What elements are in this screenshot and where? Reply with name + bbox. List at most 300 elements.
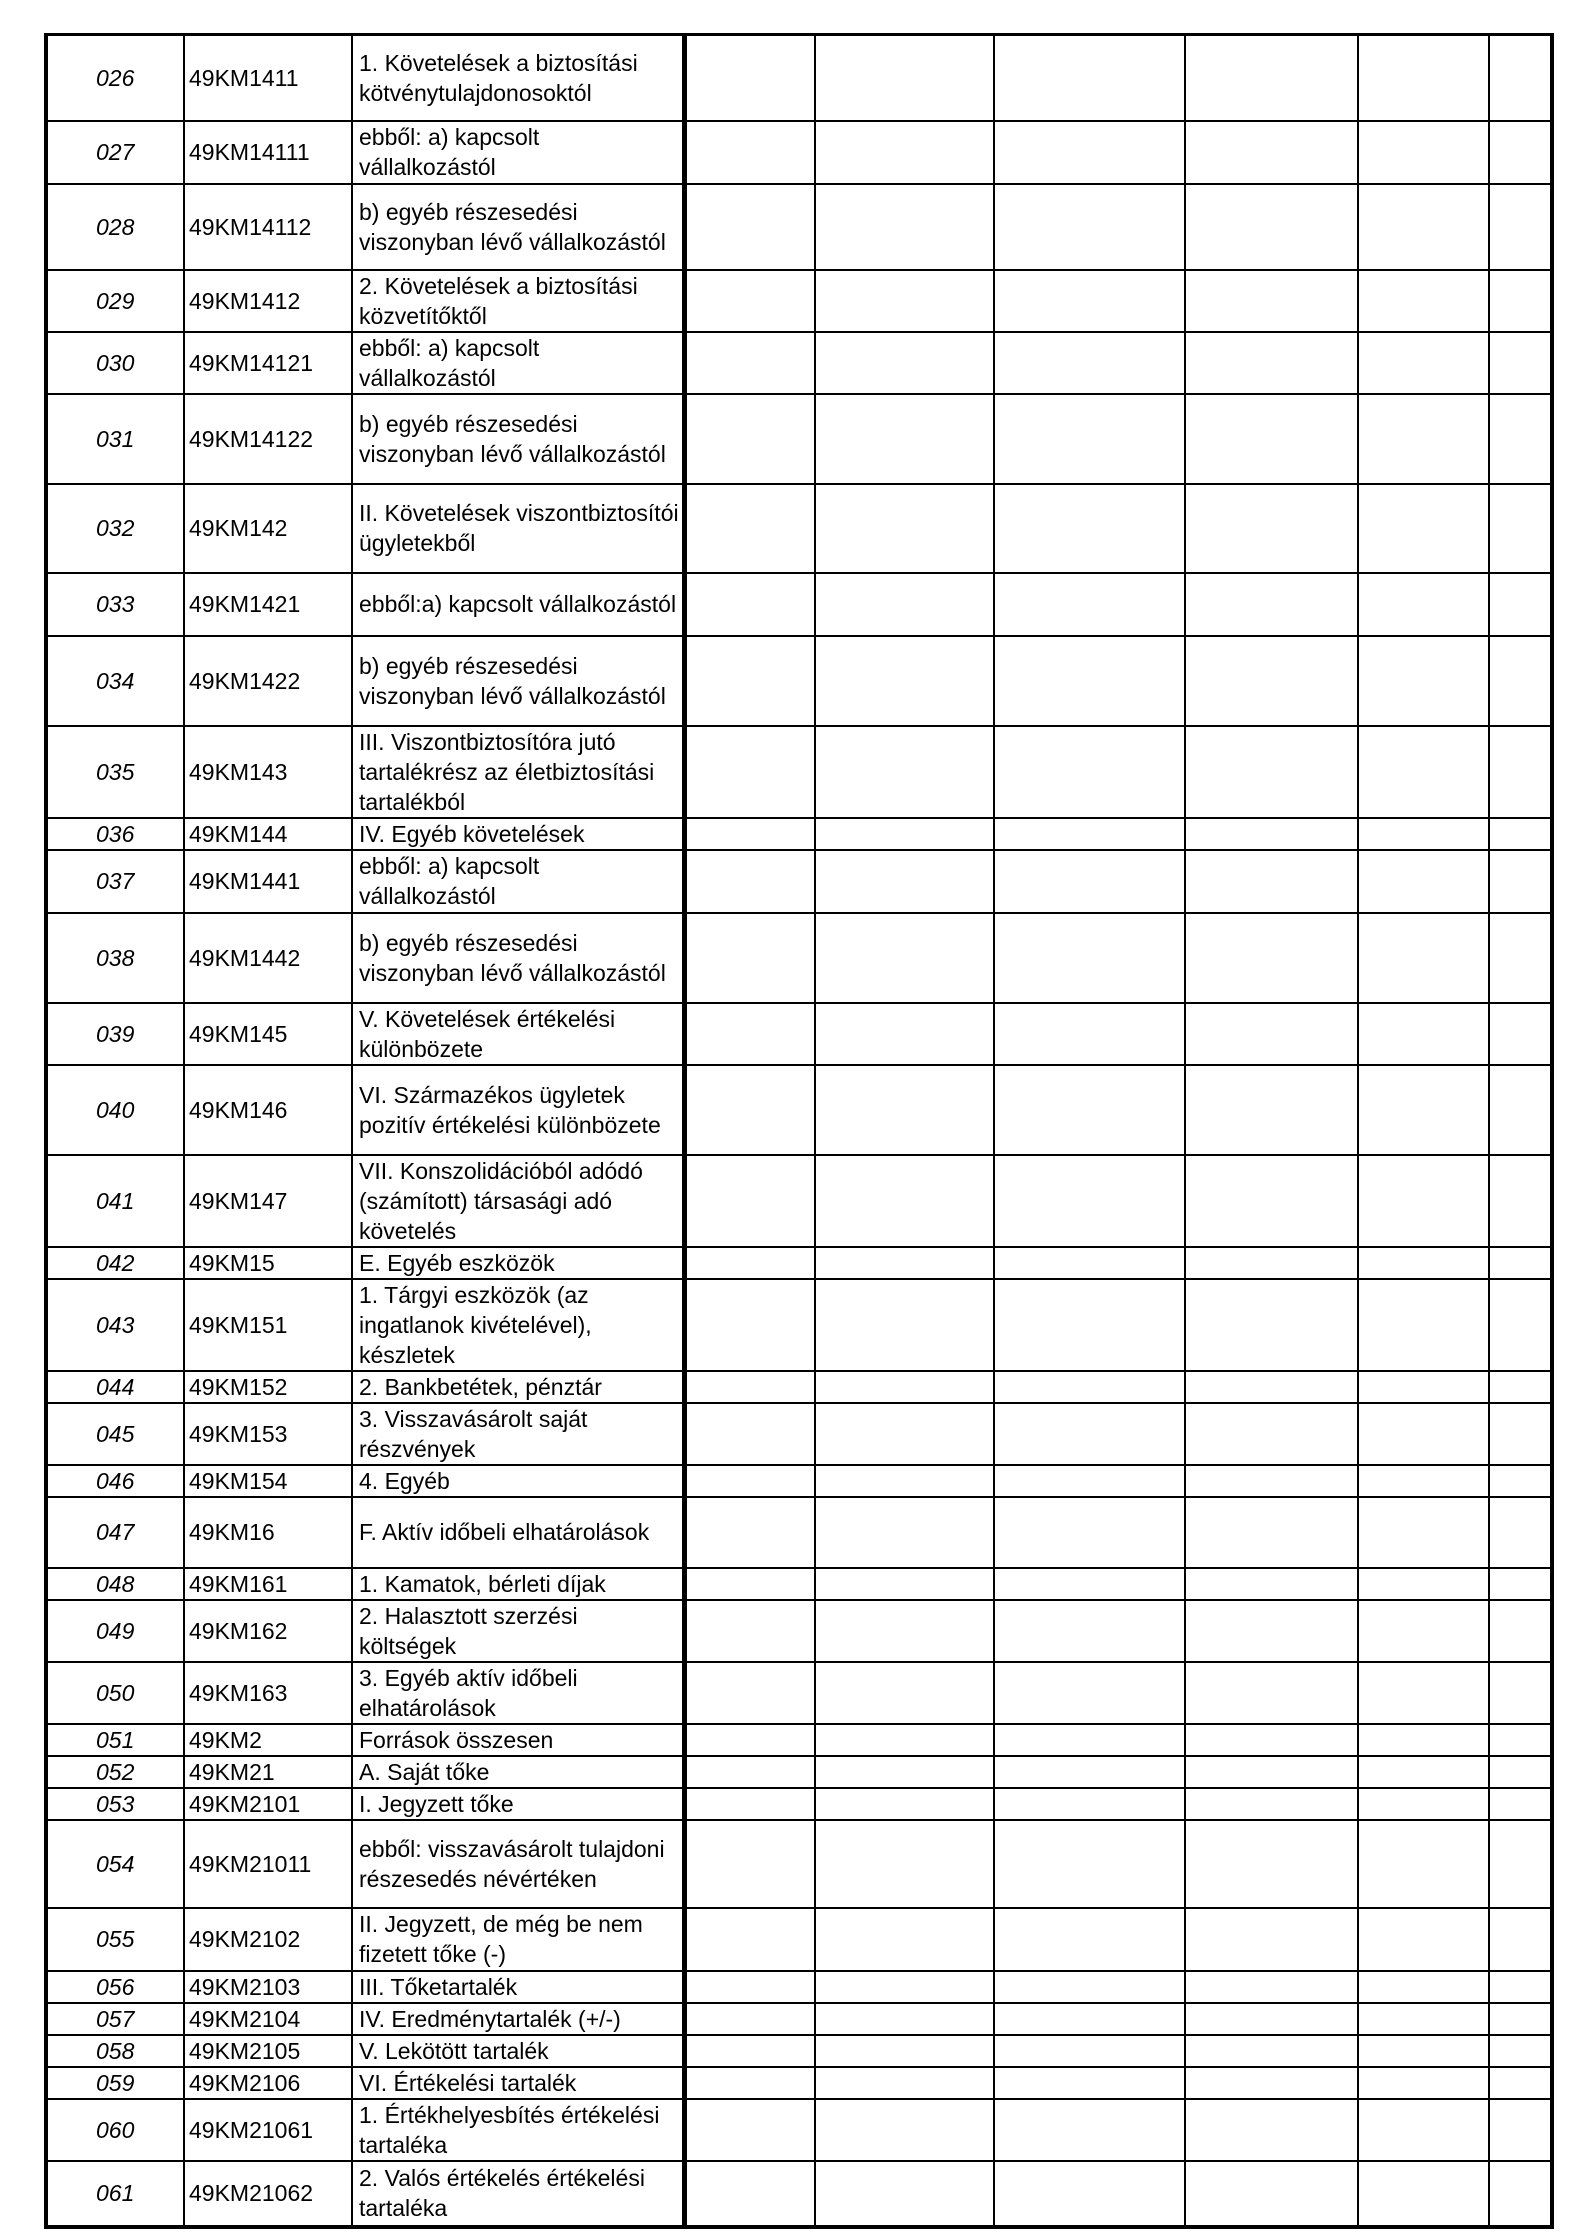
- value-cell: [815, 1724, 994, 1756]
- value-cell: [1489, 184, 1552, 270]
- row-label-cell: 3. Visszavásárolt saját részvények: [352, 1403, 684, 1465]
- row-code-cell: 49KM1421: [184, 573, 352, 636]
- value-cell: [1489, 726, 1552, 818]
- row-code-cell: 49KM144: [184, 818, 352, 850]
- value-cell: [1358, 1908, 1489, 1971]
- value-cell: [994, 1065, 1185, 1155]
- row-number-cell: 028: [46, 184, 184, 270]
- value-cell: [1185, 1465, 1358, 1497]
- value-cell: [1185, 1247, 1358, 1279]
- value-cell: [815, 1788, 994, 1820]
- row-code-cell: 49KM1411: [184, 35, 352, 121]
- value-cell: [684, 1820, 815, 1908]
- row-number-cell: 060: [46, 2099, 184, 2161]
- value-cell: [684, 1497, 815, 1568]
- value-cell: [1489, 2099, 1552, 2161]
- value-cell: [684, 2099, 815, 2161]
- value-cell: [1358, 184, 1489, 270]
- value-cell: [1358, 2099, 1489, 2161]
- value-cell: [684, 1662, 815, 1724]
- value-cell: [994, 1279, 1185, 1371]
- table-row: [46, 1971, 1552, 2003]
- balance-sheet-table: [44, 33, 1554, 2229]
- value-cell: [1489, 1788, 1552, 1820]
- row-label-cell: b) egyéb részesedési viszonyban lévő vállalkozástól: [352, 184, 684, 270]
- row-label-cell: III. Tőketartalék: [352, 1971, 684, 2003]
- value-cell: [1358, 1600, 1489, 1662]
- value-cell: [1489, 818, 1552, 850]
- table-row: [46, 1756, 1552, 1788]
- value-cell: [1489, 2035, 1552, 2067]
- table-row: [46, 2099, 1552, 2161]
- row-code-cell: 49KM161: [184, 1568, 352, 1600]
- value-cell: [994, 1788, 1185, 1820]
- value-cell: [684, 1724, 815, 1756]
- value-cell: [1358, 1820, 1489, 1908]
- value-cell: [1358, 1568, 1489, 1600]
- table-row: [46, 184, 1552, 270]
- value-cell: [1489, 1003, 1552, 1065]
- value-cell: [684, 1568, 815, 1600]
- row-code-cell: 49KM21: [184, 1756, 352, 1788]
- table-row: [46, 1065, 1552, 1155]
- value-cell: [1185, 1568, 1358, 1600]
- row-code-cell: 49KM2104: [184, 2003, 352, 2035]
- value-cell: [684, 1600, 815, 1662]
- row-label-cell: 2. Valós értékelés értékelési tartaléka: [352, 2161, 684, 2227]
- value-cell: [684, 1971, 815, 2003]
- value-cell: [1185, 1908, 1358, 1971]
- value-cell: [1358, 1971, 1489, 2003]
- row-number-cell: 037: [46, 850, 184, 913]
- value-cell: [1489, 332, 1552, 394]
- value-cell: [994, 573, 1185, 636]
- value-cell: [684, 726, 815, 818]
- value-cell: [1358, 2003, 1489, 2035]
- value-cell: [1358, 1756, 1489, 1788]
- value-cell: [1185, 1497, 1358, 1568]
- row-number-cell: 035: [46, 726, 184, 818]
- value-cell: [684, 332, 815, 394]
- row-number-cell: 040: [46, 1065, 184, 1155]
- value-cell: [815, 270, 994, 332]
- value-cell: [1185, 1600, 1358, 1662]
- row-number-cell: 027: [46, 121, 184, 184]
- value-cell: [815, 2099, 994, 2161]
- row-number-cell: 057: [46, 2003, 184, 2035]
- table-row: [46, 1371, 1552, 1403]
- value-cell: [1489, 850, 1552, 913]
- value-cell: [994, 913, 1185, 1003]
- row-number-cell: 055: [46, 1908, 184, 1971]
- value-cell: [684, 2067, 815, 2099]
- value-cell: [1185, 332, 1358, 394]
- table-row: [46, 332, 1552, 394]
- value-cell: [994, 484, 1185, 573]
- row-code-cell: 49KM2102: [184, 1908, 352, 1971]
- value-cell: [1358, 1003, 1489, 1065]
- table-body: [46, 35, 1552, 2227]
- table-row: [46, 2067, 1552, 2099]
- value-cell: [994, 1465, 1185, 1497]
- value-cell: [815, 913, 994, 1003]
- value-cell: [994, 1600, 1185, 1662]
- row-code-cell: 49KM14111: [184, 121, 352, 184]
- table-row: [46, 850, 1552, 913]
- table-row: [46, 2035, 1552, 2067]
- value-cell: [1489, 636, 1552, 726]
- value-cell: [1358, 270, 1489, 332]
- value-cell: [684, 1065, 815, 1155]
- value-cell: [1358, 913, 1489, 1003]
- table-row: [46, 726, 1552, 818]
- row-label-cell: b) egyéb részesedési viszonyban lévő vállalkozástól: [352, 636, 684, 726]
- row-number-cell: 026: [46, 35, 184, 121]
- row-label-cell: 1. Követelések a biztosítási kötvénytulajdonosoktól: [352, 35, 684, 121]
- value-cell: [1185, 484, 1358, 573]
- value-cell: [1489, 1371, 1552, 1403]
- value-cell: [1185, 184, 1358, 270]
- value-cell: [1489, 484, 1552, 573]
- row-code-cell: 49KM2101: [184, 1788, 352, 1820]
- row-code-cell: 49KM163: [184, 1662, 352, 1724]
- table-row: [46, 913, 1552, 1003]
- row-number-cell: 058: [46, 2035, 184, 2067]
- value-cell: [815, 121, 994, 184]
- value-cell: [994, 2003, 1185, 2035]
- row-code-cell: 49KM1422: [184, 636, 352, 726]
- row-label-cell: 1. Értékhelyesbítés értékelési tartaléka: [352, 2099, 684, 2161]
- value-cell: [815, 2035, 994, 2067]
- row-number-cell: 061: [46, 2161, 184, 2227]
- value-cell: [815, 2003, 994, 2035]
- row-label-cell: ebből: a) kapcsolt vállalkozástól: [352, 121, 684, 184]
- row-label-cell: 1. Tárgyi eszközök (az ingatlanok kivételével), készletek: [352, 1279, 684, 1371]
- value-cell: [815, 573, 994, 636]
- value-cell: [684, 850, 815, 913]
- row-number-cell: 046: [46, 1465, 184, 1497]
- table-row: [46, 1600, 1552, 1662]
- row-label-cell: ebből: a) kapcsolt vállalkozástól: [352, 850, 684, 913]
- row-label-cell: 1. Kamatok, bérleti díjak: [352, 1568, 684, 1600]
- row-number-cell: 051: [46, 1724, 184, 1756]
- value-cell: [1185, 726, 1358, 818]
- value-cell: [1489, 35, 1552, 121]
- value-cell: [1358, 394, 1489, 484]
- value-cell: [994, 2161, 1185, 2227]
- value-cell: [684, 1371, 815, 1403]
- row-number-cell: 042: [46, 1247, 184, 1279]
- table-row: [46, 1820, 1552, 1908]
- table-row: [46, 1908, 1552, 1971]
- value-cell: [684, 2003, 815, 2035]
- row-number-cell: 039: [46, 1003, 184, 1065]
- value-cell: [1489, 1155, 1552, 1247]
- table-row: [46, 573, 1552, 636]
- value-cell: [1489, 270, 1552, 332]
- value-cell: [1358, 484, 1489, 573]
- table-row: [46, 121, 1552, 184]
- value-cell: [1358, 850, 1489, 913]
- value-cell: [1358, 35, 1489, 121]
- value-cell: [1185, 2099, 1358, 2161]
- value-cell: [994, 1247, 1185, 1279]
- row-label-cell: 2. Halasztott szerzési költségek: [352, 1600, 684, 1662]
- value-cell: [1489, 1465, 1552, 1497]
- row-code-cell: 49KM1442: [184, 913, 352, 1003]
- value-cell: [684, 1155, 815, 1247]
- value-cell: [1489, 1908, 1552, 1971]
- row-code-cell: 49KM151: [184, 1279, 352, 1371]
- value-cell: [1185, 1403, 1358, 1465]
- value-cell: [684, 1756, 815, 1788]
- value-cell: [815, 1971, 994, 2003]
- value-cell: [1185, 1065, 1358, 1155]
- value-cell: [1185, 573, 1358, 636]
- table-row: [46, 1568, 1552, 1600]
- row-label-cell: IV. Egyéb követelések: [352, 818, 684, 850]
- row-label-cell: 2. Bankbetétek, pénztár: [352, 1371, 684, 1403]
- value-cell: [815, 1662, 994, 1724]
- value-cell: [1358, 2067, 1489, 2099]
- value-cell: [1489, 2003, 1552, 2035]
- value-cell: [1358, 1465, 1489, 1497]
- value-cell: [1185, 1788, 1358, 1820]
- value-cell: [815, 1756, 994, 1788]
- value-cell: [815, 818, 994, 850]
- table-row: [46, 2161, 1552, 2227]
- value-cell: [815, 484, 994, 573]
- value-cell: [1185, 2003, 1358, 2035]
- value-cell: [1185, 913, 1358, 1003]
- value-cell: [1358, 1403, 1489, 1465]
- row-number-cell: 048: [46, 1568, 184, 1600]
- value-cell: [684, 1247, 815, 1279]
- value-cell: [1358, 1155, 1489, 1247]
- value-cell: [815, 636, 994, 726]
- value-cell: [1185, 1155, 1358, 1247]
- row-code-cell: 49KM14121: [184, 332, 352, 394]
- row-number-cell: 031: [46, 394, 184, 484]
- value-cell: [815, 1908, 994, 1971]
- value-cell: [1489, 573, 1552, 636]
- value-cell: [1358, 1497, 1489, 1568]
- value-cell: [994, 332, 1185, 394]
- value-cell: [815, 1279, 994, 1371]
- value-cell: [684, 1788, 815, 1820]
- value-cell: [994, 1662, 1185, 1724]
- value-cell: [1185, 270, 1358, 332]
- value-cell: [684, 2161, 815, 2227]
- value-cell: [1185, 1820, 1358, 1908]
- value-cell: [994, 1568, 1185, 1600]
- value-cell: [1489, 2067, 1552, 2099]
- row-number-cell: 056: [46, 1971, 184, 2003]
- row-code-cell: 49KM154: [184, 1465, 352, 1497]
- value-cell: [994, 2035, 1185, 2067]
- value-cell: [1185, 2067, 1358, 2099]
- value-cell: [684, 1403, 815, 1465]
- value-cell: [815, 850, 994, 913]
- row-code-cell: 49KM152: [184, 1371, 352, 1403]
- row-label-cell: ebből:a) kapcsolt vállalkozástól: [352, 573, 684, 636]
- value-cell: [1489, 2161, 1552, 2227]
- row-label-cell: II. Követelések viszontbiztosítói ügyletekből: [352, 484, 684, 573]
- value-cell: [1358, 726, 1489, 818]
- value-cell: [1185, 1662, 1358, 1724]
- value-cell: [1358, 1065, 1489, 1155]
- row-label-cell: b) egyéb részesedési viszonyban lévő vállalkozástól: [352, 913, 684, 1003]
- row-code-cell: 49KM1441: [184, 850, 352, 913]
- value-cell: [684, 1908, 815, 1971]
- value-cell: [815, 1003, 994, 1065]
- row-label-cell: Források összesen: [352, 1724, 684, 1756]
- row-code-cell: 49KM14122: [184, 394, 352, 484]
- value-cell: [1358, 1724, 1489, 1756]
- row-code-cell: 49KM2106: [184, 2067, 352, 2099]
- row-number-cell: 036: [46, 818, 184, 850]
- row-number-cell: 049: [46, 1600, 184, 1662]
- value-cell: [994, 394, 1185, 484]
- row-code-cell: 49KM142: [184, 484, 352, 573]
- value-cell: [1358, 1247, 1489, 1279]
- row-code-cell: 49KM21061: [184, 2099, 352, 2161]
- table-row: [46, 35, 1552, 121]
- value-cell: [815, 1371, 994, 1403]
- value-cell: [815, 1600, 994, 1662]
- value-cell: [994, 1497, 1185, 1568]
- value-cell: [1489, 1756, 1552, 1788]
- value-cell: [994, 1908, 1185, 1971]
- row-label-cell: E. Egyéb eszközök: [352, 1247, 684, 1279]
- value-cell: [815, 726, 994, 818]
- table-row: [46, 394, 1552, 484]
- row-code-cell: 49KM21011: [184, 1820, 352, 1908]
- value-cell: [994, 35, 1185, 121]
- value-cell: [994, 1371, 1185, 1403]
- value-cell: [1358, 2161, 1489, 2227]
- value-cell: [1185, 35, 1358, 121]
- value-cell: [994, 270, 1185, 332]
- value-cell: [994, 121, 1185, 184]
- row-label-cell: ebből: a) kapcsolt vállalkozástól: [352, 332, 684, 394]
- table-row: [46, 2003, 1552, 2035]
- value-cell: [994, 850, 1185, 913]
- value-cell: [994, 2067, 1185, 2099]
- value-cell: [1185, 1003, 1358, 1065]
- value-cell: [1185, 636, 1358, 726]
- value-cell: [815, 184, 994, 270]
- row-code-cell: 49KM1412: [184, 270, 352, 332]
- row-code-cell: 49KM146: [184, 1065, 352, 1155]
- row-label-cell: A. Saját tőke: [352, 1756, 684, 1788]
- value-cell: [1358, 1788, 1489, 1820]
- row-label-cell: 4. Egyéb: [352, 1465, 684, 1497]
- value-cell: [684, 2035, 815, 2067]
- value-cell: [1358, 636, 1489, 726]
- row-number-cell: 045: [46, 1403, 184, 1465]
- row-code-cell: 49KM147: [184, 1155, 352, 1247]
- value-cell: [994, 1756, 1185, 1788]
- row-number-cell: 034: [46, 636, 184, 726]
- value-cell: [684, 573, 815, 636]
- row-code-cell: 49KM145: [184, 1003, 352, 1065]
- row-label-cell: I. Jegyzett tőke: [352, 1788, 684, 1820]
- value-cell: [1185, 2035, 1358, 2067]
- table-row: [46, 1279, 1552, 1371]
- value-cell: [1489, 121, 1552, 184]
- row-label-cell: 2. Követelések a biztosítási közvetítőktől: [352, 270, 684, 332]
- row-label-cell: 3. Egyéb aktív időbeli elhatárolások: [352, 1662, 684, 1724]
- row-number-cell: 053: [46, 1788, 184, 1820]
- value-cell: [1185, 1724, 1358, 1756]
- value-cell: [1489, 1497, 1552, 1568]
- row-label-cell: ebből: visszavásárolt tulajdoni részesedés névértéken: [352, 1820, 684, 1908]
- table-row: [46, 1003, 1552, 1065]
- row-label-cell: VI. Származékos ügyletek pozitív értékelési különbözete: [352, 1065, 684, 1155]
- value-cell: [994, 1971, 1185, 2003]
- table-row: [46, 1465, 1552, 1497]
- value-cell: [1489, 1820, 1552, 1908]
- value-cell: [1185, 1971, 1358, 2003]
- value-cell: [684, 184, 815, 270]
- row-number-cell: 032: [46, 484, 184, 573]
- value-cell: [1185, 818, 1358, 850]
- row-code-cell: 49KM2105: [184, 2035, 352, 2067]
- value-cell: [815, 1247, 994, 1279]
- table-row: [46, 1724, 1552, 1756]
- table-row: [46, 1497, 1552, 1568]
- value-cell: [1358, 818, 1489, 850]
- value-cell: [1358, 1279, 1489, 1371]
- value-cell: [684, 913, 815, 1003]
- value-cell: [994, 726, 1185, 818]
- value-cell: [1489, 1971, 1552, 2003]
- value-cell: [1489, 1724, 1552, 1756]
- row-label-cell: b) egyéb részesedési viszonyban lévő vállalkozástól: [352, 394, 684, 484]
- table-row: [46, 1662, 1552, 1724]
- row-number-cell: 033: [46, 573, 184, 636]
- table-row: [46, 636, 1552, 726]
- row-code-cell: 49KM14112: [184, 184, 352, 270]
- row-number-cell: 052: [46, 1756, 184, 1788]
- table-row: [46, 1403, 1552, 1465]
- row-number-cell: 044: [46, 1371, 184, 1403]
- value-cell: [815, 1820, 994, 1908]
- row-number-cell: 038: [46, 913, 184, 1003]
- value-cell: [815, 1568, 994, 1600]
- row-label-cell: VI. Értékelési tartalék: [352, 2067, 684, 2099]
- value-cell: [1358, 1371, 1489, 1403]
- value-cell: [994, 1155, 1185, 1247]
- value-cell: [815, 1497, 994, 1568]
- row-code-cell: 49KM162: [184, 1600, 352, 1662]
- value-cell: [994, 636, 1185, 726]
- value-cell: [1489, 913, 1552, 1003]
- value-cell: [1489, 1600, 1552, 1662]
- row-code-cell: 49KM21062: [184, 2161, 352, 2227]
- row-number-cell: 050: [46, 1662, 184, 1724]
- value-cell: [1185, 2161, 1358, 2227]
- value-cell: [684, 636, 815, 726]
- value-cell: [1358, 1662, 1489, 1724]
- value-cell: [815, 1465, 994, 1497]
- table-row: [46, 484, 1552, 573]
- value-cell: [1358, 121, 1489, 184]
- value-cell: [1489, 1568, 1552, 1600]
- row-number-cell: 041: [46, 1155, 184, 1247]
- value-cell: [815, 332, 994, 394]
